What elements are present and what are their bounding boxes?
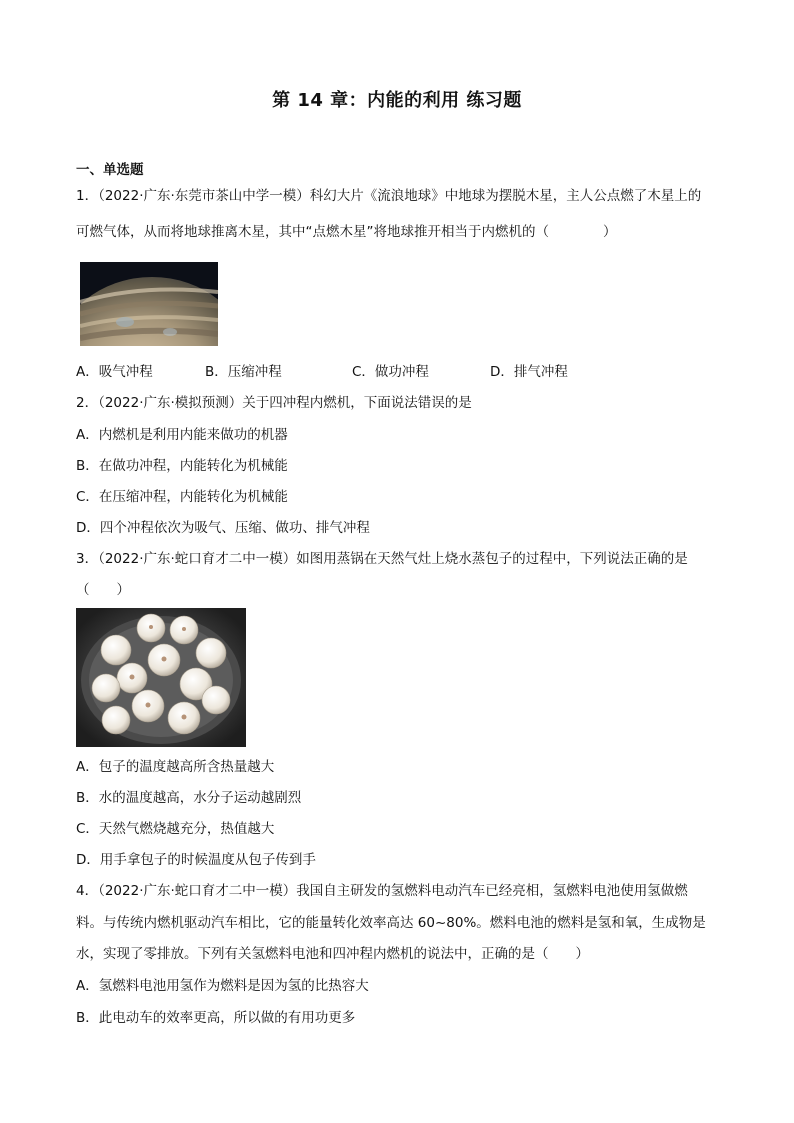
question-4-option-b: B．此电动车的效率更高，所以做的有用功更多 [76, 1010, 356, 1026]
question-2-option-d: D．四个冲程依次为吸气、压缩、做功、排气冲程 [76, 520, 370, 536]
question-1-stem-line-2: 可燃气体，从而将地球推离木星，其中“点燃木星”将地球推开相当于内燃机的（ ） [76, 224, 617, 240]
question-2-option-a: A．内燃机是利用内能来做功的机器 [76, 427, 288, 443]
question-1-option-d: D．排气冲程 [490, 364, 568, 380]
question-2-option-b: B．在做功冲程，内能转化为机械能 [76, 458, 288, 474]
question-1-stem-line-1: 1．（2022·广东·东莞市茶山中学一模）科幻大片《流浪地球》中地球为摆脱木星，主人公点燃了木星上的 [76, 188, 702, 204]
question-3-stem-line-2: （ ） [76, 582, 130, 598]
question-1-option-b: B．压缩冲程 [205, 364, 282, 380]
question-3-option-a: A．包子的温度越高所含热量越大 [76, 759, 275, 775]
jupiter-image [80, 262, 218, 346]
question-3-option-d: D．用手拿包子的时候温度从包子传到手 [76, 852, 316, 868]
question-4-stem-line-2: 料。与传统内燃机驱动汽车相比，它的能量转化效率高达 60~80%。燃料电池的燃料是氢和氧，生成物是 [76, 915, 706, 931]
question-4-option-a: A．氢燃料电池用氢作为燃料是因为氢的比热容大 [76, 978, 369, 994]
question-3-option-c: C．天然气燃烧越充分，热值越大 [76, 821, 275, 837]
question-1-option-a: A．吸气冲程 [76, 364, 153, 380]
question-2-option-c: C．在压缩冲程，内能转化为机械能 [76, 489, 288, 505]
question-4-stem-line-1: 4．（2022·广东·蛇口育才二中一模）我国自主研发的氢燃料电动汽车已经亮相，氢燃料电池使用氢做燃 [76, 883, 688, 899]
steamed-buns-image [76, 608, 246, 747]
question-3-stem-line-1: 3．（2022·广东·蛇口育才二中一模）如图用蒸锅在天然气灶上烧水蒸包子的过程中，下列说法正确的是 [76, 551, 688, 567]
page-title: 第 14 章：内能的利用 练习题 [272, 90, 522, 111]
question-1-option-c: C．做功冲程 [352, 364, 429, 380]
section-heading: 一、单选题 [76, 162, 144, 178]
question-3-option-b: B．水的温度越高，水分子运动越剧烈 [76, 790, 302, 806]
question-4-stem-line-3: 水，实现了零排放。下列有关氢燃料电池和四冲程内燃机的说法中，正确的是（ ） [76, 946, 589, 962]
question-2-stem: 2．（2022·广东·模拟预测）关于四冲程内燃机，下面说法错误的是 [76, 395, 472, 411]
